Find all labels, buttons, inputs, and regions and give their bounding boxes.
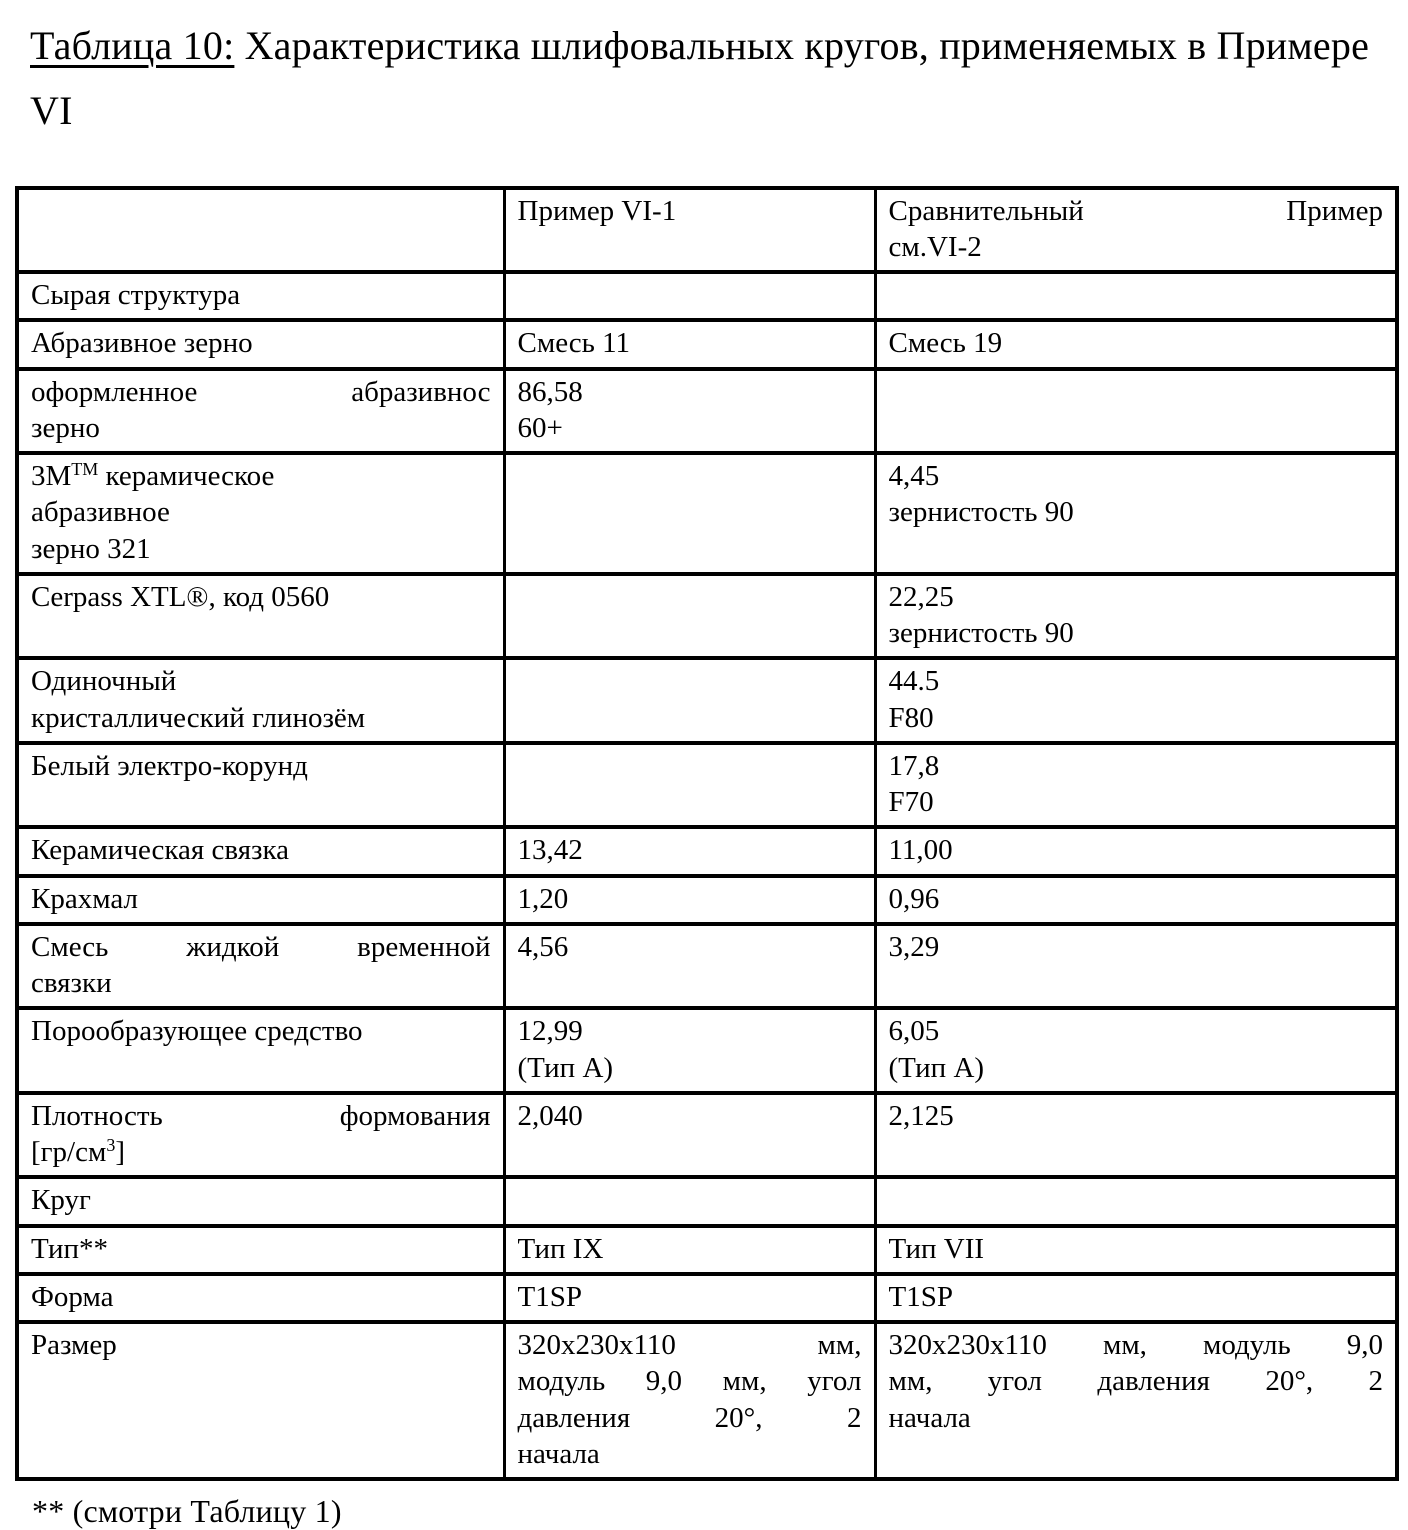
row-label-cell: Крахмал (17, 876, 504, 924)
table-row (17, 574, 1397, 659)
vi2-value-cell: 6,05 (Тип А) (875, 1008, 1397, 1093)
row-label-cell: Порообразующее средство (17, 1008, 504, 1093)
row-label-cell: Смесь жидкой временной связки (17, 924, 504, 1009)
table-row (17, 1322, 1397, 1479)
vi1-value-cell (504, 743, 875, 828)
table-row (17, 369, 1397, 454)
vi2-value-cell: T1SP (875, 1274, 1397, 1322)
characteristics-table (15, 186, 1399, 1482)
vi1-value-cell: Тип IX (504, 1226, 875, 1274)
table-row (17, 658, 1397, 743)
row-label-cell: Одиночный кристаллический глинозём (17, 658, 504, 743)
vi2-value-cell: 11,00 (875, 827, 1397, 875)
table-footnote: ** (смотри Таблицу 1) (32, 1493, 342, 1530)
caption-text: Характеристика шлифовальных кругов, применяемых в Примере VI (30, 23, 1370, 133)
vi2-value-cell: 17,8 F70 (875, 743, 1397, 828)
brand-name: 3M (31, 460, 72, 493)
vi2-value-cell: 44.5 F80 (875, 658, 1397, 743)
vi2-value-cell: 4,45 зернистость 90 (875, 453, 1397, 574)
density-label: Плотность формования [гр/см (31, 1099, 491, 1169)
vi2-value-cell (875, 1177, 1397, 1225)
vi1-value-cell (504, 453, 875, 574)
table-row (17, 1226, 1397, 1274)
table-row (17, 743, 1397, 828)
table-row (17, 272, 1397, 320)
vi2-value-cell: Смесь 19 (875, 320, 1397, 368)
vi1-value-cell: 13,42 (504, 827, 875, 875)
vi1-value-cell (504, 574, 875, 659)
row-label-cell (17, 1093, 504, 1178)
vi1-value-cell: 86,58 60+ (504, 369, 875, 454)
vi2-value-cell: 0,96 (875, 876, 1397, 924)
header-comparative-vi2: Сравнительный Пример см.VI-2 (875, 188, 1397, 273)
exponent-superscript: 3 (106, 1135, 116, 1156)
vi1-value-cell (504, 272, 875, 320)
table-row (17, 924, 1397, 1009)
table-row (17, 1093, 1397, 1178)
vi1-value-cell (504, 1177, 875, 1225)
row-label-cell: оформленное абразивнос зерно (17, 369, 504, 454)
vi1-value-cell: 12,99 (Тип А) (504, 1008, 875, 1093)
header-label-cell (17, 188, 504, 273)
vi1-value-cell: 320x230x110 мм, модуль 9,0 мм, угол давления 20°, 2 начала (504, 1322, 875, 1479)
table-row (17, 1008, 1397, 1093)
table-row (17, 1274, 1397, 1322)
row-label-cell: Сырая структура (17, 272, 504, 320)
table-row (17, 876, 1397, 924)
row-label-cell: Cerpass XTL®, код 0560 (17, 574, 504, 659)
vi2-value-cell: 22,25 зернистость 90 (875, 574, 1397, 659)
vi2-value-cell (875, 369, 1397, 454)
table-row (17, 320, 1397, 368)
row-label-cell: Форма (17, 1274, 504, 1322)
header-row (17, 188, 1397, 273)
vi1-value-cell (504, 658, 875, 743)
vi2-value-cell: Тип VII (875, 1226, 1397, 1274)
vi1-value-cell: Смесь 11 (504, 320, 875, 368)
vi2-value-cell: 320x230x110 мм, модуль 9,0 мм, угол давления 20°, 2 начала (875, 1322, 1397, 1479)
vi2-value-cell: 2,125 (875, 1093, 1397, 1178)
table-caption (30, 14, 1395, 144)
row-label-cell: Керамическая связка (17, 827, 504, 875)
vi1-value-cell: 2,040 (504, 1093, 875, 1178)
row-label-cell (17, 453, 504, 574)
row-label-cell: Тип** (17, 1226, 504, 1274)
row-label-cell: Белый электро-корунд (17, 743, 504, 828)
table-row (17, 827, 1397, 875)
vi1-value-cell: 1,20 (504, 876, 875, 924)
document-page (0, 14, 1408, 1530)
unit-bracket: ] (115, 1136, 125, 1169)
header-example-vi1: Пример VI-1 (504, 188, 875, 273)
vi1-value-cell: T1SP (504, 1274, 875, 1322)
caption-number: Таблица 10: (30, 23, 235, 68)
vi2-value-cell (875, 272, 1397, 320)
vi1-value-cell: 4,56 (504, 924, 875, 1009)
row-label-cell: Круг (17, 1177, 504, 1225)
row-label-cell: Абразивное зерно (17, 320, 504, 368)
table-row (17, 1177, 1397, 1225)
label-rest: керамическое абразивное зерно 321 (31, 460, 275, 565)
table-row (17, 453, 1397, 574)
vi2-value-cell: 3,29 (875, 924, 1397, 1009)
row-label-cell: Размер (17, 1322, 504, 1479)
trademark-superscript: TM (71, 459, 99, 480)
